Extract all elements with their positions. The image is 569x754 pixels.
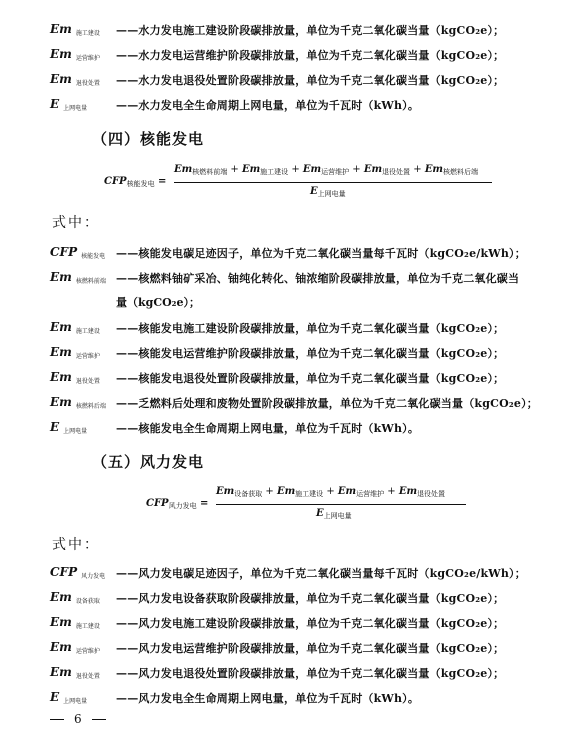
wind-row-grid-electricity (0, 690, 569, 708)
symbol: Em $_{运营维护}$ (50, 47, 100, 62)
fraction-bar (216, 504, 466, 505)
symbol: Em $_{核燃料后端}$ (50, 395, 106, 410)
page-number-text: 6 (74, 712, 82, 726)
symbol: Em $_{运营维护}$ (50, 640, 100, 655)
page-dash-right (92, 719, 106, 720)
description: ——风力发电施工建设阶段碳排放量，单位为千克二氧化碳当量（kgCO₂e）； (116, 617, 505, 630)
formula-denominator: $E_{上网电量}$ (310, 186, 346, 198)
description: ——水力发电全生命周期上网电量，单位为千瓦时（kWh）。 (116, 99, 420, 112)
nuclear-row-construction (0, 320, 569, 338)
symbol: Em $_{退役处置}$ (50, 665, 100, 680)
hydro-row-grid-electricity (0, 97, 569, 115)
nuclear-row-cfp (0, 245, 569, 263)
symbol: E $_{上网电量}$ (50, 420, 88, 435)
symbol: Em $_{施工建设}$ (50, 320, 100, 335)
where-label: 式中： (52, 215, 100, 231)
formula-numerator: $Em_{设备获取} + Em_{施工建设} + Em_{运营维护} + Em_{退役处置}$ (216, 486, 446, 498)
section-heading-wind: （五）风力发电 (92, 453, 205, 471)
fraction-bar (174, 182, 492, 183)
formula-nuclear (104, 164, 504, 204)
wind-row-cfp (0, 565, 569, 583)
description: ——核能发电退役处置阶段碳排放量，单位为千克二氧化碳当量（kgCO₂e）； (116, 372, 505, 385)
nuclear-row-fuel-front (0, 270, 569, 310)
nuclear-row-grid-electricity (0, 420, 569, 438)
symbol: E $_{上网电量}$ (50, 690, 88, 705)
formula-wind (146, 486, 486, 526)
symbol: CFP $_{核能发电}$ (50, 245, 106, 260)
formula-numerator: $Em_{核燃料前端} + Em_{施工建设} + Em_{运营维护} + Em_{退役处置} + Em_{核燃料后端}$ (174, 164, 479, 176)
symbol: Em $_{施工建设}$ (50, 615, 100, 630)
description: ——风力发电运营维护阶段碳排放量，单位为千克二氧化碳当量（kgCO₂e）； (116, 642, 505, 655)
symbol: Em $_{设备获取}$ (50, 590, 100, 605)
symbol: E $_{上网电量}$ (50, 97, 88, 112)
nuclear-row-decommission (0, 370, 569, 388)
wind-row-operation (0, 640, 569, 658)
formula-lhs: $CFP_{风力发电}$ = (146, 498, 209, 510)
description: ——乏燃料后处理和废物处置阶段碳排放量，单位为千克二氧化碳当量（kgCO₂e）； (116, 397, 538, 410)
description: ——风力发电碳足迹因子，单位为千克二氧化碳当量每千瓦时（kgCO₂e/kWh）； (116, 567, 526, 580)
wind-row-construction (0, 615, 569, 633)
wind-row-equipment (0, 590, 569, 608)
where-label: 式中： (52, 537, 100, 553)
hydro-row-operation (0, 47, 569, 65)
page-number (50, 712, 116, 726)
symbol: Em $_{核燃料前端}$ (50, 270, 106, 285)
symbol: Em $_{运营维护}$ (50, 345, 100, 360)
wind-row-decommission (0, 665, 569, 683)
symbol: Em $_{施工建设}$ (50, 22, 100, 37)
hydro-row-construction (0, 22, 569, 40)
description: ——核能发电碳足迹因子，单位为千克二氧化碳当量每千瓦时（kgCO₂e/kWh）； (116, 247, 526, 260)
description: ——风力发电设备获取阶段碳排放量，单位为千克二氧化碳当量（kgCO₂e）； (116, 592, 505, 605)
description: ——核能发电施工建设阶段碳排放量，单位为千克二氧化碳当量（kgCO₂e）； (116, 322, 505, 335)
section-heading-nuclear: （四）核能发电 (92, 130, 205, 148)
symbol: Em $_{退役处置}$ (50, 72, 100, 87)
description: ——核燃料铀矿采冶、铀纯化转化、铀浓缩阶段碳排放量，单位为千克二氧化碳当 (116, 272, 520, 285)
description: ——核能发电运营维护阶段碳排放量，单位为千克二氧化碳当量（kgCO₂e）； (116, 347, 505, 360)
description: ——风力发电退役处置阶段碳排放量，单位为千克二氧化碳当量（kgCO₂e）； (116, 667, 505, 680)
description: ——水力发电运营维护阶段碳排放量，单位为千克二氧化碳当量（kgCO₂e）； (116, 49, 505, 62)
description: ——水力发电施工建设阶段碳排放量，单位为千克二氧化碳当量（kgCO₂e）； (116, 24, 505, 37)
description-continued: 量（kgCO₂e）； (116, 296, 200, 309)
description: ——水力发电退役处置阶段碳排放量，单位为千克二氧化碳当量（kgCO₂e）； (116, 74, 505, 87)
symbol: CFP $_{风力发电}$ (50, 565, 106, 580)
description: ——风力发电全生命周期上网电量，单位为千瓦时（kWh）。 (116, 692, 420, 705)
page-dash-left (50, 719, 64, 720)
hydro-row-decommission (0, 72, 569, 90)
nuclear-row-operation (0, 345, 569, 363)
description: ——核能发电全生命周期上网电量，单位为千瓦时（kWh）。 (116, 422, 420, 435)
symbol: Em $_{退役处置}$ (50, 370, 100, 385)
formula-denominator: $E_{上网电量}$ (316, 508, 352, 520)
nuclear-row-fuel-back (0, 395, 569, 413)
formula-lhs: $CFP_{核能发电}$ = (104, 176, 167, 188)
